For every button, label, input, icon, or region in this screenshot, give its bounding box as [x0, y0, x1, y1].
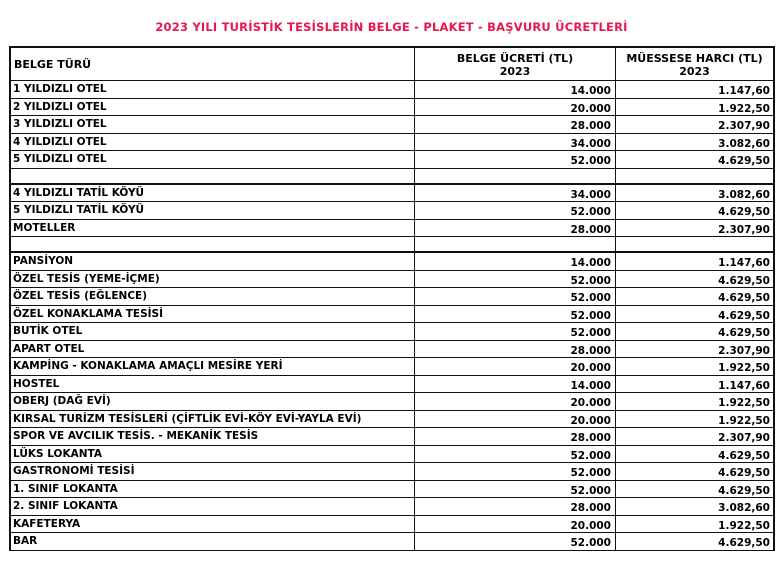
table-row [11, 323, 773, 341]
cell-muessese-harci: 1.147,60 [615, 376, 773, 393]
table-header [9, 46, 775, 81]
table-row [11, 81, 773, 99]
table-row [11, 516, 773, 534]
header-belge-ucreti-label: BELGE ÜCRETİ (TL) [456, 52, 574, 65]
cell-muessese-harci: 1.922,50 [615, 393, 773, 410]
cell-belge-ucreti: 20.000 [414, 393, 615, 410]
cell-muessese-harci: 1.922,50 [615, 516, 773, 533]
cell-belge-turu: 1. SINIF LOKANTA [13, 482, 118, 495]
cell-muessese-harci: 4.629,50 [615, 202, 773, 219]
cell-belge-turu: 2 YILDIZLI OTEL [13, 100, 107, 113]
cell-muessese-harci: 1.922,50 [615, 358, 773, 375]
cell-muessese-harci: 4.629,50 [615, 271, 773, 288]
table-row [11, 202, 773, 220]
table-row [11, 463, 773, 481]
column-divider [414, 169, 415, 183]
cell-belge-turu: KAMPİNG - KONAKLAMA AMAÇLI MESİRE YERİ [13, 360, 283, 372]
page-title: 2023 YILI TURİSTİK TESİSLERİN BELGE - PLAKET - BAŞVURU ÜCRETLERİ [155, 20, 628, 34]
cell-belge-turu: 1 YILDIZLI OTEL [13, 83, 107, 95]
column-divider [414, 237, 415, 251]
cell-belge-ucreti: 20.000 [414, 516, 615, 533]
cell-belge-ucreti: 34.000 [414, 185, 615, 202]
table-row [11, 99, 773, 117]
cell-belge-turu: ÖZEL KONAKLAMA TESİSİ [13, 307, 164, 320]
header-belge-ucreti [414, 48, 615, 80]
table-row [11, 393, 773, 411]
cell-muessese-harci: 1.922,50 [615, 99, 773, 116]
cell-belge-ucreti: 14.000 [414, 253, 615, 270]
cell-muessese-harci: 1.922,50 [615, 411, 773, 428]
cell-belge-turu: 3 YILDIZLI OTEL [13, 118, 107, 130]
cell-muessese-harci: 1.147,60 [615, 81, 773, 98]
table-row [11, 358, 773, 376]
cell-belge-ucreti: 52.000 [414, 481, 615, 498]
table-row [11, 411, 773, 429]
cell-belge-ucreti: 20.000 [414, 99, 615, 116]
row-group [9, 185, 775, 238]
cell-belge-ucreti: 20.000 [414, 358, 615, 375]
cell-belge-ucreti: 52.000 [414, 271, 615, 288]
header-muessese-harci-year: 2023 [679, 65, 710, 78]
table-row [11, 428, 773, 446]
table-row [11, 376, 773, 394]
header-muessese-harci-label: MÜESSESE HARCI (TL) [626, 52, 763, 65]
cell-belge-turu: 4 YILDIZLI OTEL [13, 135, 107, 148]
cell-belge-turu: BAR [13, 535, 38, 547]
cell-belge-turu: LÜKS LOKANTA [13, 447, 102, 460]
cell-belge-turu: MOTELLER [13, 221, 76, 234]
cell-belge-ucreti: 20.000 [414, 411, 615, 428]
group-separator [9, 169, 775, 185]
cell-muessese-harci: 2.307,90 [615, 220, 773, 237]
cell-belge-ucreti: 14.000 [414, 376, 615, 393]
table-row [11, 498, 773, 516]
table-row [11, 288, 773, 306]
cell-belge-ucreti: 52.000 [414, 533, 615, 550]
row-group [9, 81, 775, 169]
table-row [11, 533, 773, 551]
cell-belge-ucreti: 52.000 [414, 202, 615, 219]
cell-muessese-harci: 2.307,90 [615, 116, 773, 133]
cell-belge-ucreti: 28.000 [414, 498, 615, 515]
cell-belge-turu: KAFETERYA [13, 517, 81, 530]
row-group [9, 253, 775, 551]
cell-belge-ucreti: 14.000 [414, 81, 615, 98]
table-row [11, 116, 773, 134]
header-belge-ucreti-year: 2023 [499, 65, 531, 78]
cell-muessese-harci: 4.629,50 [615, 323, 773, 340]
cell-muessese-harci: 4.629,50 [615, 463, 773, 480]
cell-belge-ucreti: 28.000 [414, 220, 615, 237]
cell-muessese-harci: 4.629,50 [615, 306, 773, 323]
header-belge-turu: BELGE TÜRÜ [14, 57, 92, 71]
cell-belge-turu: PANSİYON [13, 255, 74, 267]
cell-belge-turu: GASTRONOMİ TESİSİ [13, 465, 135, 477]
table-row [11, 306, 773, 324]
cell-belge-ucreti: 52.000 [414, 463, 615, 480]
column-divider [615, 237, 616, 251]
table-row [11, 151, 773, 169]
cell-belge-ucreti: 28.000 [414, 116, 615, 133]
table-row [11, 341, 773, 359]
cell-belge-ucreti: 52.000 [414, 151, 615, 168]
cell-muessese-harci: 3.082,60 [615, 185, 773, 202]
table-row [11, 185, 773, 203]
cell-muessese-harci: 1.147,60 [615, 253, 773, 270]
cell-belge-ucreti: 52.000 [414, 323, 615, 340]
group-separator [9, 237, 775, 253]
cell-muessese-harci: 2.307,90 [615, 428, 773, 445]
cell-belge-turu: 2. SINIF LOKANTA [13, 500, 118, 512]
table-row [11, 220, 773, 238]
cell-belge-ucreti: 28.000 [414, 341, 615, 358]
cell-belge-ucreti: 28.000 [414, 428, 615, 445]
cell-muessese-harci: 4.629,50 [615, 446, 773, 463]
table-body [9, 81, 775, 551]
cell-muessese-harci: 4.629,50 [615, 481, 773, 498]
table-row [11, 446, 773, 464]
cell-belge-ucreti: 34.000 [414, 134, 615, 151]
table-row [11, 134, 773, 152]
table-row [11, 271, 773, 289]
cell-belge-turu: OBERJ (DAĞ EVİ) [13, 395, 111, 407]
cell-belge-ucreti: 52.000 [414, 288, 615, 305]
cell-belge-turu: HOSTEL [13, 377, 60, 390]
cell-belge-turu: ÖZEL TESİS (EĞLENCE) [13, 290, 147, 302]
fee-table [9, 46, 775, 551]
column-divider [615, 169, 616, 183]
cell-belge-turu: 4 YILDIZLI TATİL KÖYÜ [13, 186, 145, 199]
cell-belge-turu: SPOR VE AVCILIK TESİS. - MEKANİK TESİS [13, 430, 259, 442]
cell-muessese-harci: 4.629,50 [615, 151, 773, 168]
cell-belge-turu: ÖZEL TESİS (YEME-İÇME) [13, 272, 160, 285]
cell-belge-turu: KIRSAL TURİZM TESİSLERİ (ÇİFTLİK EVİ-KÖY EVİ-YAYLA EVİ) [13, 412, 362, 425]
cell-muessese-harci: 3.082,60 [615, 134, 773, 151]
cell-belge-ucreti: 52.000 [414, 446, 615, 463]
cell-belge-turu: BUTİK OTEL [13, 325, 83, 337]
cell-muessese-harci: 4.629,50 [615, 533, 773, 550]
cell-muessese-harci: 2.307,90 [615, 341, 773, 358]
table-row [11, 253, 773, 271]
cell-belge-turu: 5 YILDIZLI TATİL KÖYÜ [13, 204, 145, 216]
cell-muessese-harci: 4.629,50 [615, 288, 773, 305]
cell-belge-turu: APART OTEL [13, 342, 85, 355]
cell-belge-ucreti: 52.000 [414, 306, 615, 323]
cell-belge-turu: 5 YILDIZLI OTEL [13, 153, 107, 165]
cell-muessese-harci: 3.082,60 [615, 498, 773, 515]
header-muessese-harci [615, 48, 773, 80]
table-row [11, 481, 773, 499]
